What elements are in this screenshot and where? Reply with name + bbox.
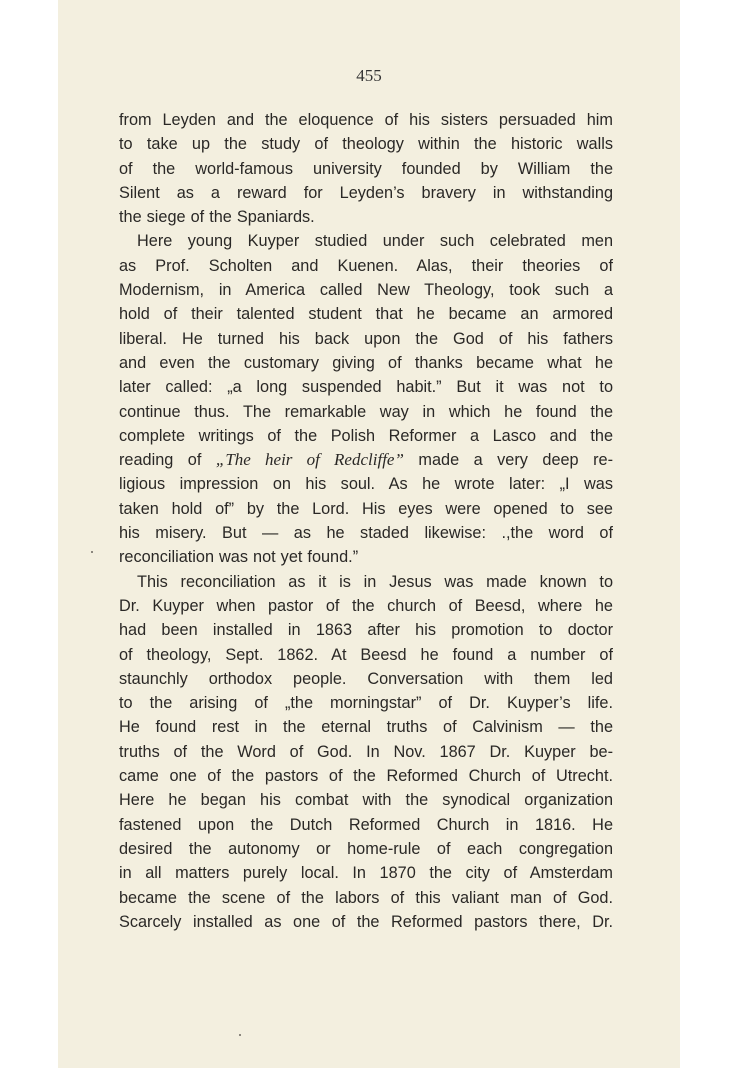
text-line: came one of the pastors of the Reformed Church of Utrecht. [119,767,613,786]
text-line: liberal. He turned his back upon the God of his fathers [119,329,613,348]
text-line: Silent as a reward for Leyden’s bravery in withstanding [119,183,613,202]
text-line: This reconciliation as it is in Jesus was made known to [137,572,613,591]
text-line: to take up the study of theology within the historic walls [119,135,613,154]
print-speck [91,551,93,553]
text-line: He found rest in the eternal truths of Calvinism — the [119,718,613,737]
text-line: complete writings of the Polish Reformer a Lasco and the [119,426,613,445]
text-line: reconciliation was not yet found.” [119,548,359,567]
text-line: ligious impression on his soul. As he wrote later: „I was [119,475,613,494]
body-text [119,108,613,934]
text-line: later called: „a long suspended habit.” But it was not to [119,378,613,397]
text-line: taken hold of” by the Lord. His eyes were opened to see [119,499,613,518]
text-line-with-title [119,448,613,472]
text-line: the siege of the Spaniards. [119,208,315,227]
text-line: staunchly orthodox people. Conversation with them led [119,669,613,688]
text-line: desired the autonomy or home-rule of each congregation [119,839,613,858]
text-line: in all matters purely local. In 1870 the city of Amsterdam [119,864,613,883]
text-after-title: made a very deep re- [403,451,613,470]
text-line: hold of their talented student that he became an armored [119,305,613,324]
text-line: and even the customary giving of thanks became what he [119,353,613,372]
text-line: from Leyden and the eloquence of his sisters persuaded him [119,111,613,129]
text-line: Here he began his combat with the synodical organization [119,791,613,810]
text-line: to the arising of „the morningstar” of Dr. Kuyper’s life. [119,694,613,713]
text-line: truths of the Word of God. In Nov. 1867 Dr. Kuyper be- [119,742,613,761]
text-line: Dr. Kuyper when pastor of the church of Beesd, where he [119,596,613,615]
text-line: of theology, Sept. 1862. At Beesd he found a number of [119,645,613,664]
text-line: of the world-famous university founded by William the [119,159,613,178]
text-line: became the scene of the labors of this valiant man of God. [119,888,613,907]
text-line: fastened upon the Dutch Reformed Church in 1816. He [119,815,613,834]
print-speck [239,1034,241,1036]
text-before-title: reading of [119,451,216,470]
text-line: as Prof. Scholten and Kuenen. Alas, their theories of [119,256,613,275]
page-number: 455 [356,66,382,85]
text-line: his misery. But — as he staded likewise: .,the word of [119,524,613,543]
text-line: Scarcely installed as one of the Reformed pastors there, Dr. [119,912,613,931]
text-line: had been installed in 1863 after his promotion to doctor [119,621,613,640]
book-page [58,0,680,1068]
text-line: Here young Kuyper studied under such celebrated men [137,232,613,251]
text-line: continue thus. The remarkable way in which he found the [119,402,613,421]
text-line: Modernism, in America called New Theology, took such a [119,281,613,300]
book-title: „The heir of Redcliffe” [215,450,404,470]
